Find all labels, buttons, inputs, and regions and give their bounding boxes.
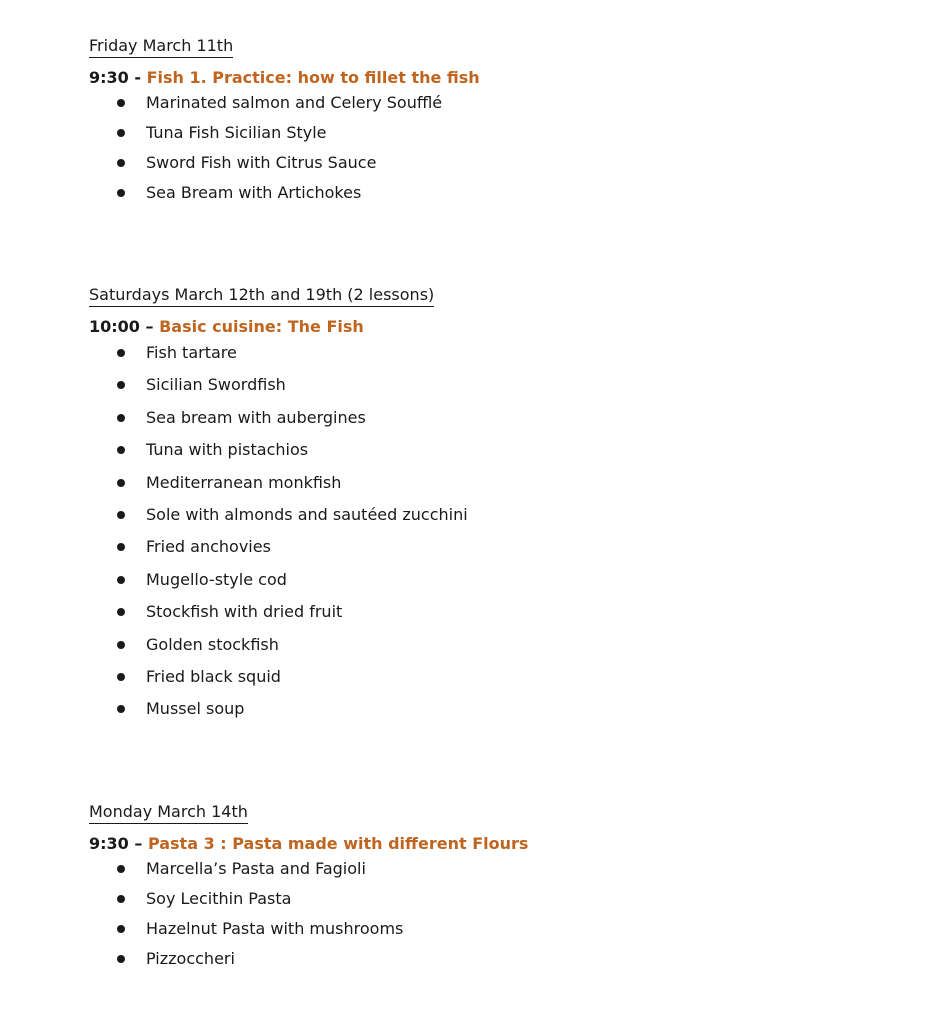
- dish-list: [89, 337, 468, 726]
- list-item: Pizzoccheri: [89, 944, 528, 974]
- list-item: Mussel soup: [89, 693, 468, 725]
- section-date: Monday March 14th: [89, 802, 248, 824]
- list-item: Fried black squid: [89, 661, 468, 693]
- lesson-time: 9:30 –: [89, 834, 148, 853]
- lesson-title: Basic cuisine: The Fish: [159, 317, 364, 336]
- section-date: Friday March 11th: [89, 36, 233, 58]
- list-item: Tuna with pistachios: [89, 434, 468, 466]
- list-item: Tuna Fish Sicilian Style: [89, 118, 480, 148]
- list-item: Mugello-style cod: [89, 564, 468, 596]
- list-item: Golden stockfish: [89, 629, 468, 661]
- lesson-title: Pasta 3 : Pasta made with different Flours: [147, 834, 529, 853]
- list-item: Fried anchovies: [89, 531, 468, 563]
- lesson-time: 9:30 -: [89, 68, 147, 87]
- list-item: Hazelnut Pasta with mushrooms: [89, 914, 528, 944]
- list-item: Soy Lecithin Pasta: [89, 884, 528, 914]
- list-item: Sole with almonds and sautéed zucchini: [89, 499, 468, 531]
- list-item: Sword Fish with Citrus Sauce: [89, 148, 480, 178]
- list-item: Sea Bream with Artichokes: [89, 178, 480, 208]
- lesson-heading: [89, 68, 480, 88]
- schedule-section-monday: [89, 802, 528, 974]
- list-item: Stockfish with dried fruit: [89, 596, 468, 628]
- lesson-heading: [89, 317, 468, 337]
- section-date: Saturdays March 12th and 19th (2 lessons): [89, 285, 434, 307]
- schedule-section-saturdays: [89, 285, 468, 726]
- schedule-section-friday: [89, 36, 480, 208]
- list-item: Mediterranean monkfish: [89, 467, 468, 499]
- dish-list: [89, 854, 528, 974]
- list-item: Marcella’s Pasta and Fagioli: [89, 854, 528, 884]
- lesson-title: Fish 1. Practice: how to fillet the fish: [146, 68, 480, 87]
- lesson-time: 10:00 –: [89, 317, 160, 336]
- list-item: Sea bream with aubergines: [89, 402, 468, 434]
- lesson-heading: [89, 834, 528, 854]
- dish-list: [89, 88, 480, 208]
- list-item: Marinated salmon and Celery Soufflé: [89, 88, 480, 118]
- list-item: Fish tartare: [89, 337, 468, 369]
- list-item: Sicilian Swordfish: [89, 369, 468, 401]
